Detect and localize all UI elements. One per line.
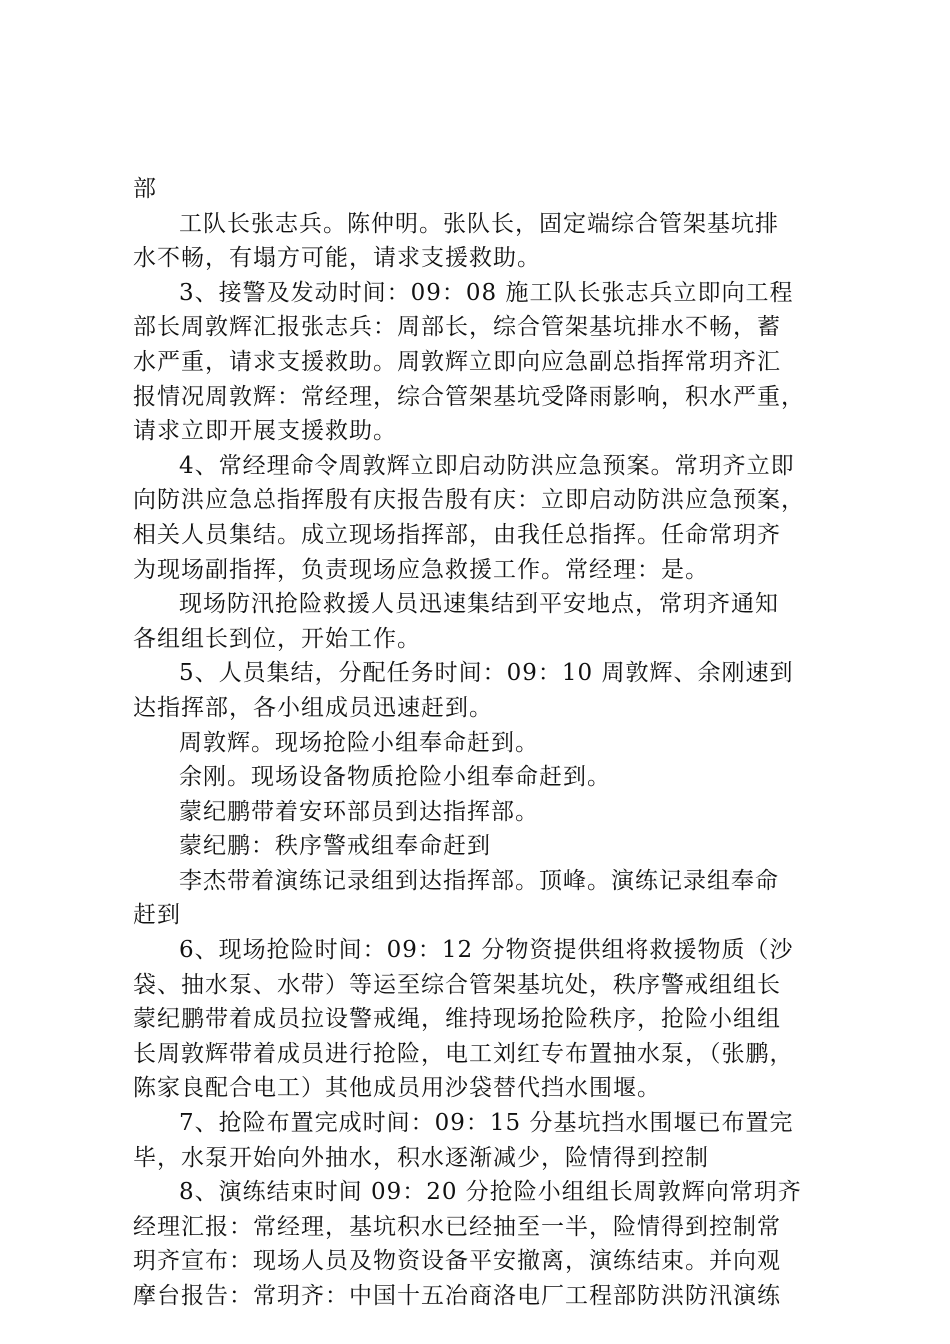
text-line: 3、接警及发动时间：09：08 施工队长张志兵立即向工程 <box>179 279 794 306</box>
text-line: 赶到 <box>133 902 181 929</box>
text-line: 蒙纪鹏带着安环部员到达指挥部。 <box>179 798 539 825</box>
text-line: 工队长张志兵。陈仲明。张队长，固定端综合管架基坑排 <box>179 210 779 237</box>
text-line: 部长周敦辉汇报张志兵：周部长，综合管架基坑排水不畅，蓄 <box>133 314 781 341</box>
text-line: 报情况周敦辉：常经理，综合管架基坑受降雨影响，积水严重， <box>133 383 805 410</box>
text-line: 达指挥部，各小组成员迅速赶到。 <box>133 694 493 721</box>
text-line: 6、现场抢险时间：09：12 分物资提供组将救援物质（沙 <box>179 937 794 964</box>
text-line: 7、抢险布置完成时间：09：15 分基坑挡水围堰已布置完 <box>179 1110 794 1137</box>
text-line: 玥齐宣布：现场人员及物资设备平安撤离，演练结束。并向观 <box>133 1248 781 1275</box>
text-line: 摩台报告：常玥齐：中国十五冶商洛电厂工程部防洪防汛演练 <box>133 1283 781 1309</box>
text-line: 现场防汛抢险救援人员迅速集结到平安地点，常玥齐通知 <box>179 591 779 618</box>
text-line: 经理汇报：常经理，基坑积水已经抽至一半，险情得到控制常 <box>133 1213 781 1240</box>
text-line: 请求立即开展支援救助。 <box>133 418 397 445</box>
text-line: 陈家良配合电工）其他成员用沙袋替代挡水围堰。 <box>133 1075 661 1102</box>
text-line: 为现场副指挥，负责现场应急救援工作。常经理：是。 <box>133 556 709 583</box>
text-line: 蒙纪鹏带着成员拉设警戒绳，维持现场抢险秩序，抢险小组组 <box>133 1006 781 1033</box>
text-line: 相关人员集结。成立现场指挥部，由我任总指挥。任命常玥齐 <box>133 521 781 548</box>
text-line: 周敦辉。现场抢险小组奉命赶到。 <box>179 729 539 756</box>
text-line: 各组组长到位，开始工作。 <box>133 625 421 652</box>
text-line: 长周敦辉带着成员进行抢险，电工刘红专布置抽水泵，（张鹏， <box>133 1040 794 1067</box>
text-line: 李杰带着演练记录组到达指挥部。顶峰。演练记录组奉命 <box>179 867 779 894</box>
text-line: 水严重，请求支援救助。周敦辉立即向应急副总指挥常玥齐汇 <box>133 348 781 375</box>
text-line: 蒙纪鹏：秩序警戒组奉命赶到 <box>179 833 491 860</box>
text-line: 向防洪应急总指挥殷有庆报告殷有庆：立即启动防洪应急预案， <box>133 487 805 514</box>
text-line: 部 <box>133 176 157 202</box>
text-line: 8、演练结束时间 09：20 分抢险小组组长周敦辉向常玥齐 <box>179 1179 802 1206</box>
text-line: 4、常经理命令周敦辉立即启动防洪应急预案。常玥齐立即 <box>179 452 795 479</box>
text-line: 毕，水泵开始向外抽水，积水逐渐减少，险情得到控制 <box>133 1144 709 1171</box>
text-line: 5、人员集结，分配任务时间：09：10 周敦辉、余刚速到 <box>179 660 794 687</box>
text-line: 余刚。现场设备物质抢险小组奉命赶到。 <box>179 764 611 791</box>
text-line: 水不畅，有塌方可能，请求支援救助。 <box>133 245 541 272</box>
text-line: 袋、抽水泵、水带）等运至综合管架基坑处，秩序警戒组组长 <box>133 971 781 998</box>
document-body <box>133 172 833 1314</box>
